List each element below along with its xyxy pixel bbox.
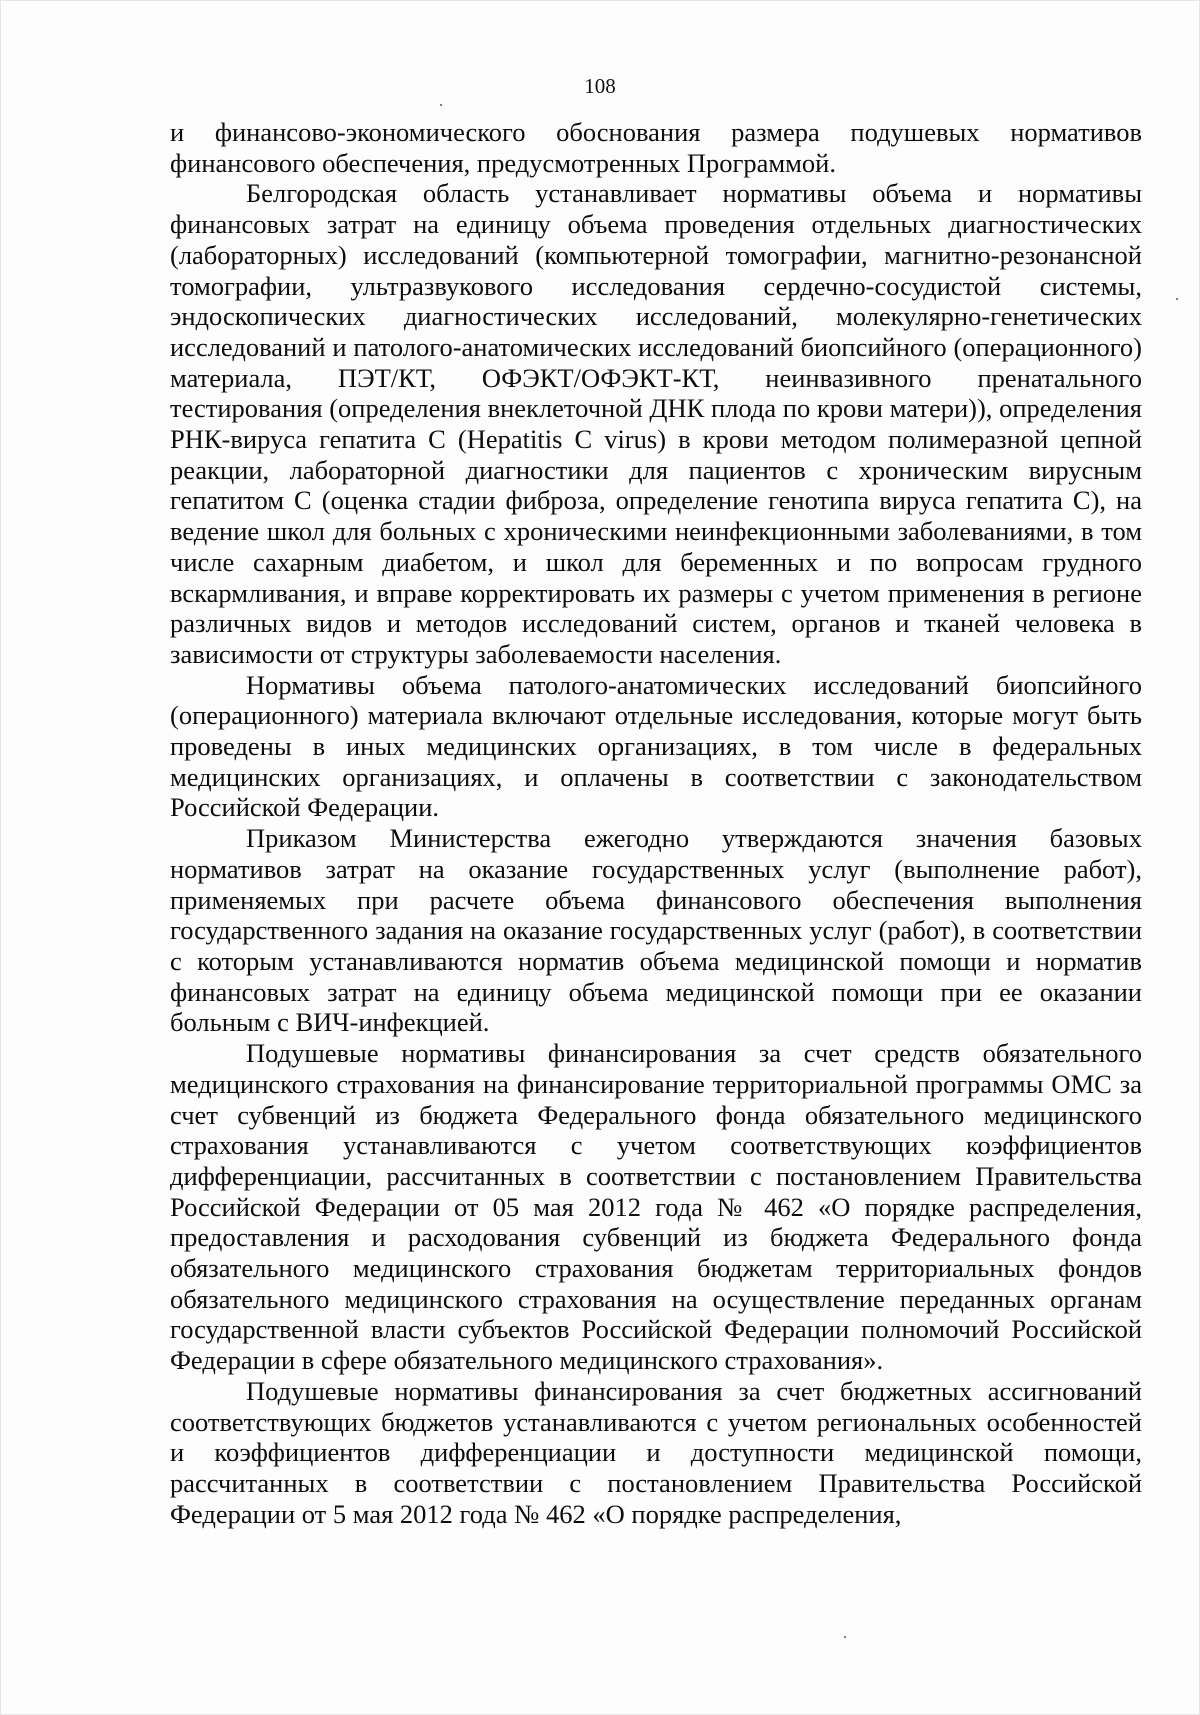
paragraph-3: Нормативы объема патолого-анатомических исследований биопсийного (операционного) материала включают отдельные исследования, которые могут быть проведены в иных медицинских организациях, в том числе в федеральных медицинских организациях, и оплачены в соответствии с законодательством Российской Федерации.: [170, 669, 1142, 823]
paragraph-2: Белгородская область устанавливает нормативы объема и нормативы финансовых затрат на единицу объема проведения отдельных диагностических (лабораторных) исследований (компьютерной томографии, магнитно-резонансной томографии, ультразвукового исследования сердечно-сосудистой системы, эндоскопических диагностических исследований, молекулярно-генетических исследований и патолого-анатомических исследований биопсийного (операционного) материала, ПЭТ/КТ, ОФЭКТ/ОФЭКТ-КТ, неинвазивного пренатального тестирования (определения внеклеточной ДНК плода по крови матери)), определения РНК-вируса гепатита С (Hepatitis C virus) в крови методом полимеразной цепной реакции, лабораторной диагностики для пациентов с хроническим вирусным гепатитом С (оценка стадии фиброза, определение генотипа вируса гепатита С), на ведение школ для больных с хроническими неинфекционными заболеваниями, в том числе сахарным диабетом, и школ для беременных и по вопросам грудного вскармливания, и вправе корректировать их размеры с учетом применения в регионе различных видов и методов исследований систем, органов и тканей человека в зависимости от структуры заболеваемости населения.: [170, 178, 1142, 669]
paragraph-5: Подушевые нормативы финансирования за счет средств обязательного медицинского страхования на финансирование территориальной программы ОМС за счет субвенций из бюджета Федерального фонда обязательного медицинского страхования устанавливаются с учетом соответствующих коэффициентов дифференциации, рассчитанных в соответствии с постановлением Правительства Российской Федерации от 05 мая 2012 года № 462 «О порядке распределения, предоставления и расходования субвенций из бюджета Федерального фонда обязательного медицинского страхования бюджетам территориальных фондов обязательного медицинского страхования на осуществление переданных органам государственной власти субъектов Российской Федерации полномочий Российской Федерации в сфере обязательного медицинского страхования».: [170, 1038, 1142, 1376]
scan-speck: [1176, 298, 1178, 300]
page-number: 108: [584, 74, 616, 98]
document-body: [170, 117, 1142, 1529]
scan-speck: [844, 1636, 846, 1638]
scan-speck: [440, 104, 442, 106]
paragraph-1: и финансово-экономического обоснования размера подушевых нормативов финансового обеспечения, предусмотренных Программой.: [170, 117, 1142, 178]
paragraph-6: Подушевые нормативы финансирования за счет бюджетных ассигнований соответствующих бюджетов устанавливаются с учетом региональных особенностей и коэффициентов дифференциации и доступности медицинской помощи, рассчитанных в соответствии с постановлением Правительства Российской Федерации от 5 мая 2012 года № 462 «О порядке распределения,: [170, 1375, 1142, 1529]
paragraph-4: Приказом Министерства ежегодно утверждаются значения базовых нормативов затрат на оказание государственных услуг (выполнение работ), применяемых при расчете объема финансового обеспечения выполнения государственного задания на оказание государственных услуг (работ), в соответствии с которым устанавливаются норматив объема медицинской помощи и норматив финансовых затрат на единицу объема медицинской помощи при ее оказании больным с ВИЧ-инфекцией.: [170, 823, 1142, 1038]
